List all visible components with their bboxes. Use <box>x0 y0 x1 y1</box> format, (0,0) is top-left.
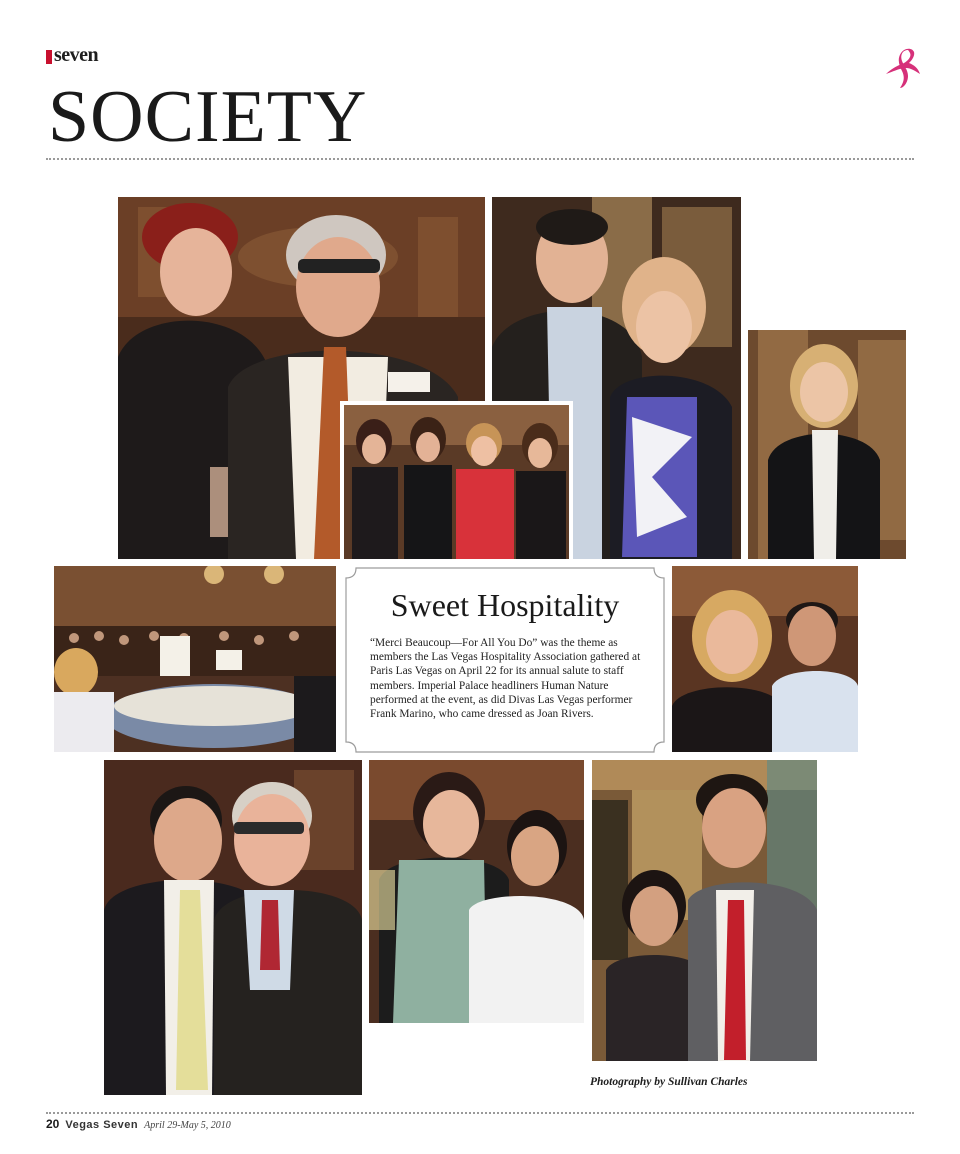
page-footer <box>46 1117 231 1131</box>
article-headline: Sweet Hospitality <box>390 587 620 623</box>
footer-dotted-rule <box>46 1112 914 1114</box>
article-box <box>344 566 666 754</box>
pink-ribbon-icon <box>880 44 924 90</box>
section-title: SOCIETY <box>48 76 368 158</box>
photo-two-men-suits <box>104 760 362 1095</box>
photo-credit: Photography by Sullivan Charles <box>590 1076 748 1088</box>
logo-text: seven <box>54 44 99 66</box>
photo-two-women-wine <box>369 760 584 1023</box>
photo-four-women <box>344 405 569 559</box>
photo-couple-gray-suit <box>592 760 817 1061</box>
header-dotted-rule <box>46 158 914 160</box>
photo-blonde-woman-young-man <box>672 566 858 752</box>
article-body: “Merci Beaucoup—For All You Do” was the theme as members the Las Vegas Hospitality Association gathered at Paris Las Vegas on April 22 for its annual salute to staff members. Imperial Palace headliners Human Nature performed at the event, as did Divas Las Vegas performer Frank Marino, who came dressed as Joan Rivers. <box>370 637 641 721</box>
issue-date: April 29-May 5, 2010 <box>144 1120 231 1131</box>
photo-banquet-dinner <box>54 566 336 752</box>
page-number: 20 <box>46 1117 60 1131</box>
logo-mark <box>46 50 52 64</box>
publication-name: Vegas Seven <box>65 1119 139 1131</box>
photo-woman-black-blazer <box>748 330 906 559</box>
masthead-logo <box>46 44 98 67</box>
